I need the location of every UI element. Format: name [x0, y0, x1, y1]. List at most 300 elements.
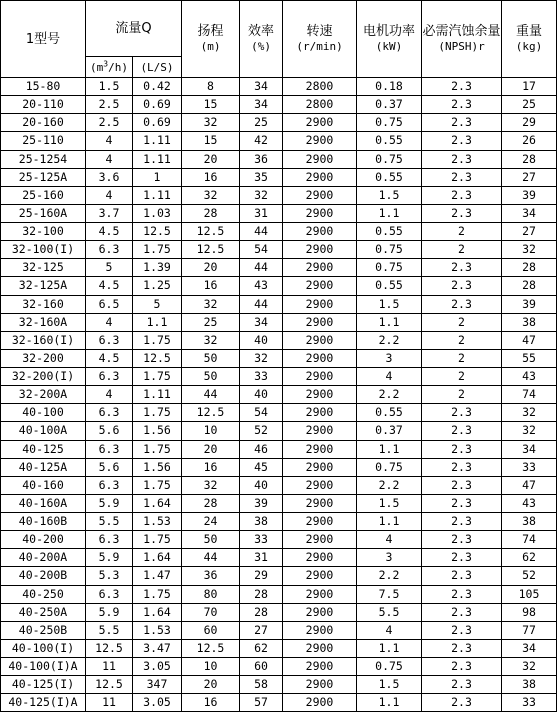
header-efficiency-label: 效率 — [248, 24, 275, 39]
table-row — [1, 494, 557, 512]
cell-model: 40-200B — [1, 567, 86, 585]
cell-power: 1.1 — [357, 694, 422, 712]
header-npsh — [422, 1, 502, 78]
table-row — [1, 78, 557, 96]
cell-flow-ls: 1.75 — [133, 476, 182, 494]
header-speed-label: 转速 — [306, 24, 333, 39]
cell-power: 0.55 — [357, 223, 422, 241]
cell-model: 40-160A — [1, 494, 86, 512]
cell-weight: 38 — [502, 313, 557, 331]
cell-flow-m3h: 6.3 — [86, 368, 133, 386]
cell-model: 32-160(I) — [1, 331, 86, 349]
cell-efficiency: 52 — [240, 422, 283, 440]
cell-speed: 2900 — [283, 603, 357, 621]
cell-speed: 2900 — [283, 204, 357, 222]
table-row — [1, 132, 557, 150]
cell-power: 0.75 — [357, 259, 422, 277]
cell-flow-ls: 1.1 — [133, 313, 182, 331]
table-row — [1, 295, 557, 313]
cell-speed: 2900 — [283, 494, 357, 512]
cell-head: 10 — [182, 658, 240, 676]
cell-flow-m3h: 1.5 — [86, 78, 133, 96]
cell-head: 36 — [182, 567, 240, 585]
cell-efficiency: 34 — [240, 96, 283, 114]
cell-weight: 47 — [502, 331, 557, 349]
cell-speed: 2900 — [283, 277, 357, 295]
cell-flow-m3h: 11 — [86, 658, 133, 676]
cell-flow-m3h: 4 — [86, 150, 133, 168]
cell-flow-m3h: 6.3 — [86, 404, 133, 422]
cell-model: 20-160 — [1, 114, 86, 132]
cell-model: 40-100(I)A — [1, 658, 86, 676]
cell-model: 32-100 — [1, 223, 86, 241]
cell-model: 25-160 — [1, 186, 86, 204]
cell-npsh: 2.3 — [422, 277, 502, 295]
cell-efficiency: 40 — [240, 386, 283, 404]
cell-flow-ls: 1.64 — [133, 603, 182, 621]
cell-npsh: 2 — [422, 368, 502, 386]
cell-flow-ls: 1.11 — [133, 186, 182, 204]
cell-power: 1.5 — [357, 494, 422, 512]
cell-speed: 2900 — [283, 313, 357, 331]
cell-power: 2.2 — [357, 331, 422, 349]
cell-flow-ls: 1.75 — [133, 404, 182, 422]
cell-flow-m3h: 6.3 — [86, 440, 133, 458]
cell-efficiency: 33 — [240, 531, 283, 549]
header-model: 1型号 — [1, 1, 86, 78]
cell-power: 4 — [357, 621, 422, 639]
table-row — [1, 513, 557, 531]
cell-npsh: 2.3 — [422, 621, 502, 639]
cell-head: 50 — [182, 349, 240, 367]
cell-npsh: 2.3 — [422, 494, 502, 512]
cell-npsh: 2.3 — [422, 186, 502, 204]
flow-m3h-superscript: 3 — [103, 58, 109, 68]
cell-weight: 34 — [502, 440, 557, 458]
cell-power: 1.1 — [357, 440, 422, 458]
cell-efficiency: 44 — [240, 295, 283, 313]
cell-flow-ls: 5 — [133, 295, 182, 313]
cell-npsh: 2.3 — [422, 603, 502, 621]
header-flow: 流量Q — [86, 1, 182, 57]
cell-model: 40-100A — [1, 422, 86, 440]
cell-model: 32-160 — [1, 295, 86, 313]
cell-head: 12.5 — [182, 404, 240, 422]
cell-power: 0.37 — [357, 96, 422, 114]
cell-npsh: 2.3 — [422, 639, 502, 657]
cell-head: 32 — [182, 331, 240, 349]
cell-flow-m3h: 4 — [86, 386, 133, 404]
cell-speed: 2900 — [283, 458, 357, 476]
cell-flow-ls: 1.56 — [133, 458, 182, 476]
table-row — [1, 404, 557, 422]
table-row — [1, 621, 557, 639]
cell-speed: 2900 — [283, 386, 357, 404]
cell-flow-ls: 1.75 — [133, 585, 182, 603]
cell-power: 5.5 — [357, 603, 422, 621]
cell-npsh: 2 — [422, 386, 502, 404]
cell-speed: 2900 — [283, 168, 357, 186]
cell-head: 10 — [182, 422, 240, 440]
cell-efficiency: 27 — [240, 621, 283, 639]
table-row — [1, 204, 557, 222]
cell-flow-ls: 1.64 — [133, 549, 182, 567]
cell-head: 50 — [182, 368, 240, 386]
cell-efficiency: 38 — [240, 513, 283, 531]
cell-power: 7.5 — [357, 585, 422, 603]
cell-power: 0.55 — [357, 277, 422, 295]
header-weight — [502, 1, 557, 78]
header-speed-unit: (r/min) — [296, 40, 343, 53]
cell-weight: 32 — [502, 241, 557, 259]
header-weight-label: 重量 — [516, 24, 543, 39]
cell-speed: 2900 — [283, 368, 357, 386]
cell-power: 1.5 — [357, 186, 422, 204]
cell-head: 70 — [182, 603, 240, 621]
cell-efficiency: 28 — [240, 585, 283, 603]
cell-head: 12.5 — [182, 223, 240, 241]
cell-npsh: 2.3 — [422, 567, 502, 585]
cell-flow-ls: 0.69 — [133, 114, 182, 132]
cell-flow-ls: 3.05 — [133, 658, 182, 676]
table-row — [1, 603, 557, 621]
table-row — [1, 531, 557, 549]
cell-power: 0.18 — [357, 78, 422, 96]
cell-flow-m3h: 5.5 — [86, 621, 133, 639]
cell-weight: 25 — [502, 96, 557, 114]
table-row — [1, 458, 557, 476]
cell-head: 12.5 — [182, 639, 240, 657]
cell-efficiency: 35 — [240, 168, 283, 186]
cell-efficiency: 28 — [240, 603, 283, 621]
cell-weight: 28 — [502, 277, 557, 295]
cell-efficiency: 40 — [240, 476, 283, 494]
cell-efficiency: 32 — [240, 349, 283, 367]
table-row — [1, 223, 557, 241]
table-row — [1, 349, 557, 367]
cell-npsh: 2.3 — [422, 694, 502, 712]
cell-model: 40-100 — [1, 404, 86, 422]
cell-flow-ls: 1 — [133, 168, 182, 186]
cell-flow-m3h: 5.9 — [86, 549, 133, 567]
table-row — [1, 567, 557, 585]
cell-npsh: 2.3 — [422, 78, 502, 96]
flow-m3h-prefix: (m — [90, 60, 104, 74]
cell-model: 25-160A — [1, 204, 86, 222]
cell-head: 32 — [182, 295, 240, 313]
cell-head: 32 — [182, 186, 240, 204]
header-weight-unit: (kg) — [515, 40, 543, 53]
table-row — [1, 96, 557, 114]
cell-flow-ls: 1.11 — [133, 132, 182, 150]
header-power-unit: (kW) — [375, 40, 403, 53]
cell-weight: 28 — [502, 259, 557, 277]
cell-npsh: 2.3 — [422, 96, 502, 114]
cell-efficiency: 44 — [240, 259, 283, 277]
cell-npsh: 2.3 — [422, 132, 502, 150]
cell-efficiency: 62 — [240, 639, 283, 657]
cell-model: 40-200 — [1, 531, 86, 549]
cell-model: 25-110 — [1, 132, 86, 150]
cell-flow-m3h: 5.9 — [86, 603, 133, 621]
cell-efficiency: 58 — [240, 676, 283, 694]
cell-weight: 38 — [502, 676, 557, 694]
cell-head: 50 — [182, 531, 240, 549]
cell-flow-ls: 1.56 — [133, 422, 182, 440]
cell-model: 40-160B — [1, 513, 86, 531]
cell-weight: 26 — [502, 132, 557, 150]
cell-flow-ls: 12.5 — [133, 349, 182, 367]
cell-weight: 38 — [502, 513, 557, 531]
cell-speed: 2900 — [283, 585, 357, 603]
cell-weight: 34 — [502, 639, 557, 657]
cell-head: 15 — [182, 96, 240, 114]
cell-power: 1.5 — [357, 295, 422, 313]
cell-head: 16 — [182, 694, 240, 712]
cell-model: 32-125A — [1, 277, 86, 295]
cell-weight: 74 — [502, 386, 557, 404]
cell-speed: 2900 — [283, 150, 357, 168]
cell-efficiency: 34 — [240, 313, 283, 331]
cell-flow-ls: 1.53 — [133, 621, 182, 639]
cell-model: 32-160A — [1, 313, 86, 331]
cell-efficiency: 31 — [240, 549, 283, 567]
cell-efficiency: 60 — [240, 658, 283, 676]
cell-flow-ls: 1.25 — [133, 277, 182, 295]
cell-weight: 105 — [502, 585, 557, 603]
header-head-label: 扬程 — [197, 24, 224, 39]
cell-npsh: 2.3 — [422, 585, 502, 603]
cell-flow-m3h: 5 — [86, 259, 133, 277]
cell-flow-m3h: 3.7 — [86, 204, 133, 222]
cell-weight: 34 — [502, 204, 557, 222]
cell-flow-ls: 1.47 — [133, 567, 182, 585]
cell-flow-ls: 1.39 — [133, 259, 182, 277]
cell-model: 40-125 — [1, 440, 86, 458]
cell-head: 60 — [182, 621, 240, 639]
cell-flow-ls: 0.69 — [133, 96, 182, 114]
cell-flow-m3h: 5.5 — [86, 513, 133, 531]
cell-flow-m3h: 12.5 — [86, 639, 133, 657]
cell-model: 40-250 — [1, 585, 86, 603]
cell-power: 1.1 — [357, 313, 422, 331]
cell-head: 44 — [182, 549, 240, 567]
cell-flow-m3h: 6.3 — [86, 241, 133, 259]
table-row — [1, 186, 557, 204]
cell-flow-m3h: 4.5 — [86, 223, 133, 241]
cell-flow-ls: 1.75 — [133, 331, 182, 349]
cell-flow-ls: 1.75 — [133, 368, 182, 386]
table-row — [1, 440, 557, 458]
cell-model: 32-200(I) — [1, 368, 86, 386]
cell-flow-ls: 12.5 — [133, 223, 182, 241]
cell-speed: 2900 — [283, 241, 357, 259]
header-npsh-label: 必需汽蚀余量 — [422, 24, 501, 39]
cell-weight: 39 — [502, 295, 557, 313]
table-row — [1, 639, 557, 657]
cell-head: 44 — [182, 386, 240, 404]
cell-flow-m3h: 5.9 — [86, 494, 133, 512]
cell-speed: 2900 — [283, 694, 357, 712]
table-row — [1, 277, 557, 295]
cell-power: 3 — [357, 549, 422, 567]
cell-efficiency: 46 — [240, 440, 283, 458]
cell-speed: 2900 — [283, 476, 357, 494]
cell-efficiency: 36 — [240, 150, 283, 168]
cell-head: 20 — [182, 676, 240, 694]
cell-head: 15 — [182, 132, 240, 150]
cell-weight: 32 — [502, 658, 557, 676]
cell-power: 0.55 — [357, 404, 422, 422]
cell-flow-m3h: 6.3 — [86, 331, 133, 349]
header-flow-m3h — [86, 57, 133, 78]
cell-weight: 62 — [502, 549, 557, 567]
cell-weight: 55 — [502, 349, 557, 367]
cell-model: 40-100(I) — [1, 639, 86, 657]
cell-flow-ls: 1.03 — [133, 204, 182, 222]
cell-efficiency: 33 — [240, 368, 283, 386]
table-row — [1, 168, 557, 186]
cell-flow-ls: 3.05 — [133, 694, 182, 712]
cell-model: 32-100(I) — [1, 241, 86, 259]
cell-weight: 74 — [502, 531, 557, 549]
cell-flow-m3h: 4.5 — [86, 277, 133, 295]
cell-weight: 33 — [502, 694, 557, 712]
cell-flow-ls: 3.47 — [133, 639, 182, 657]
cell-power: 0.37 — [357, 422, 422, 440]
cell-power: 1.5 — [357, 676, 422, 694]
cell-power: 3 — [357, 349, 422, 367]
cell-head: 32 — [182, 114, 240, 132]
cell-model: 25-1254 — [1, 150, 86, 168]
cell-head: 80 — [182, 585, 240, 603]
cell-speed: 2900 — [283, 295, 357, 313]
cell-power: 2.2 — [357, 476, 422, 494]
cell-model: 32-200 — [1, 349, 86, 367]
cell-npsh: 2.3 — [422, 422, 502, 440]
cell-power: 0.75 — [357, 241, 422, 259]
cell-power: 4 — [357, 531, 422, 549]
header-power-label: 电机功率 — [363, 24, 416, 39]
cell-flow-ls: 1.64 — [133, 494, 182, 512]
cell-head: 24 — [182, 513, 240, 531]
cell-power: 0.55 — [357, 168, 422, 186]
cell-efficiency: 40 — [240, 331, 283, 349]
cell-npsh: 2.3 — [422, 476, 502, 494]
cell-flow-m3h: 2.5 — [86, 96, 133, 114]
table-row — [1, 422, 557, 440]
cell-flow-ls: 1.11 — [133, 150, 182, 168]
cell-efficiency: 54 — [240, 241, 283, 259]
cell-speed: 2800 — [283, 78, 357, 96]
cell-npsh: 2 — [422, 241, 502, 259]
cell-weight: 47 — [502, 476, 557, 494]
table-row — [1, 259, 557, 277]
cell-weight: 98 — [502, 603, 557, 621]
cell-head: 8 — [182, 78, 240, 96]
table-row — [1, 150, 557, 168]
table-row — [1, 658, 557, 676]
cell-speed: 2900 — [283, 223, 357, 241]
cell-flow-m3h: 12.5 — [86, 676, 133, 694]
cell-speed: 2900 — [283, 531, 357, 549]
cell-weight: 43 — [502, 494, 557, 512]
cell-efficiency: 54 — [240, 404, 283, 422]
cell-power: 2.2 — [357, 567, 422, 585]
cell-weight: 17 — [502, 78, 557, 96]
cell-power: 0.75 — [357, 458, 422, 476]
cell-model: 20-110 — [1, 96, 86, 114]
cell-weight: 32 — [502, 422, 557, 440]
cell-flow-ls: 1.75 — [133, 531, 182, 549]
cell-model: 40-200A — [1, 549, 86, 567]
cell-weight: 33 — [502, 458, 557, 476]
cell-npsh: 2.3 — [422, 404, 502, 422]
cell-npsh: 2.3 — [422, 440, 502, 458]
cell-weight: 32 — [502, 404, 557, 422]
header-npsh-unit: (NPSH)r — [438, 40, 485, 53]
cell-flow-m3h: 5.6 — [86, 422, 133, 440]
table-body — [1, 78, 557, 712]
cell-head: 32 — [182, 476, 240, 494]
table-row — [1, 585, 557, 603]
cell-weight: 43 — [502, 368, 557, 386]
cell-speed: 2900 — [283, 186, 357, 204]
cell-head: 25 — [182, 313, 240, 331]
cell-flow-ls: 1.11 — [133, 386, 182, 404]
cell-model: 40-250B — [1, 621, 86, 639]
table-row — [1, 549, 557, 567]
cell-npsh: 2.3 — [422, 259, 502, 277]
cell-speed: 2900 — [283, 132, 357, 150]
cell-flow-m3h: 5.3 — [86, 567, 133, 585]
cell-flow-ls: 1.53 — [133, 513, 182, 531]
cell-npsh: 2.3 — [422, 150, 502, 168]
table-row — [1, 694, 557, 712]
cell-model: 40-160 — [1, 476, 86, 494]
cell-head: 16 — [182, 458, 240, 476]
cell-npsh: 2.3 — [422, 531, 502, 549]
cell-speed: 2900 — [283, 639, 357, 657]
cell-npsh: 2.3 — [422, 114, 502, 132]
cell-weight: 27 — [502, 168, 557, 186]
cell-model: 32-200A — [1, 386, 86, 404]
cell-npsh: 2.3 — [422, 549, 502, 567]
cell-flow-m3h: 6.3 — [86, 585, 133, 603]
cell-efficiency: 44 — [240, 223, 283, 241]
cell-efficiency: 31 — [240, 204, 283, 222]
cell-efficiency: 25 — [240, 114, 283, 132]
table-row — [1, 331, 557, 349]
table-header — [1, 1, 557, 78]
cell-weight: 77 — [502, 621, 557, 639]
cell-head: 16 — [182, 168, 240, 186]
cell-head: 28 — [182, 204, 240, 222]
cell-speed: 2900 — [283, 114, 357, 132]
cell-flow-m3h: 4 — [86, 186, 133, 204]
cell-power: 0.75 — [357, 150, 422, 168]
table-row — [1, 313, 557, 331]
cell-efficiency: 57 — [240, 694, 283, 712]
cell-model: 25-125A — [1, 168, 86, 186]
cell-head: 20 — [182, 440, 240, 458]
cell-npsh: 2.3 — [422, 204, 502, 222]
cell-speed: 2900 — [283, 658, 357, 676]
cell-npsh: 2 — [422, 223, 502, 241]
cell-npsh: 2 — [422, 331, 502, 349]
cell-power: 1.1 — [357, 513, 422, 531]
cell-speed: 2900 — [283, 549, 357, 567]
